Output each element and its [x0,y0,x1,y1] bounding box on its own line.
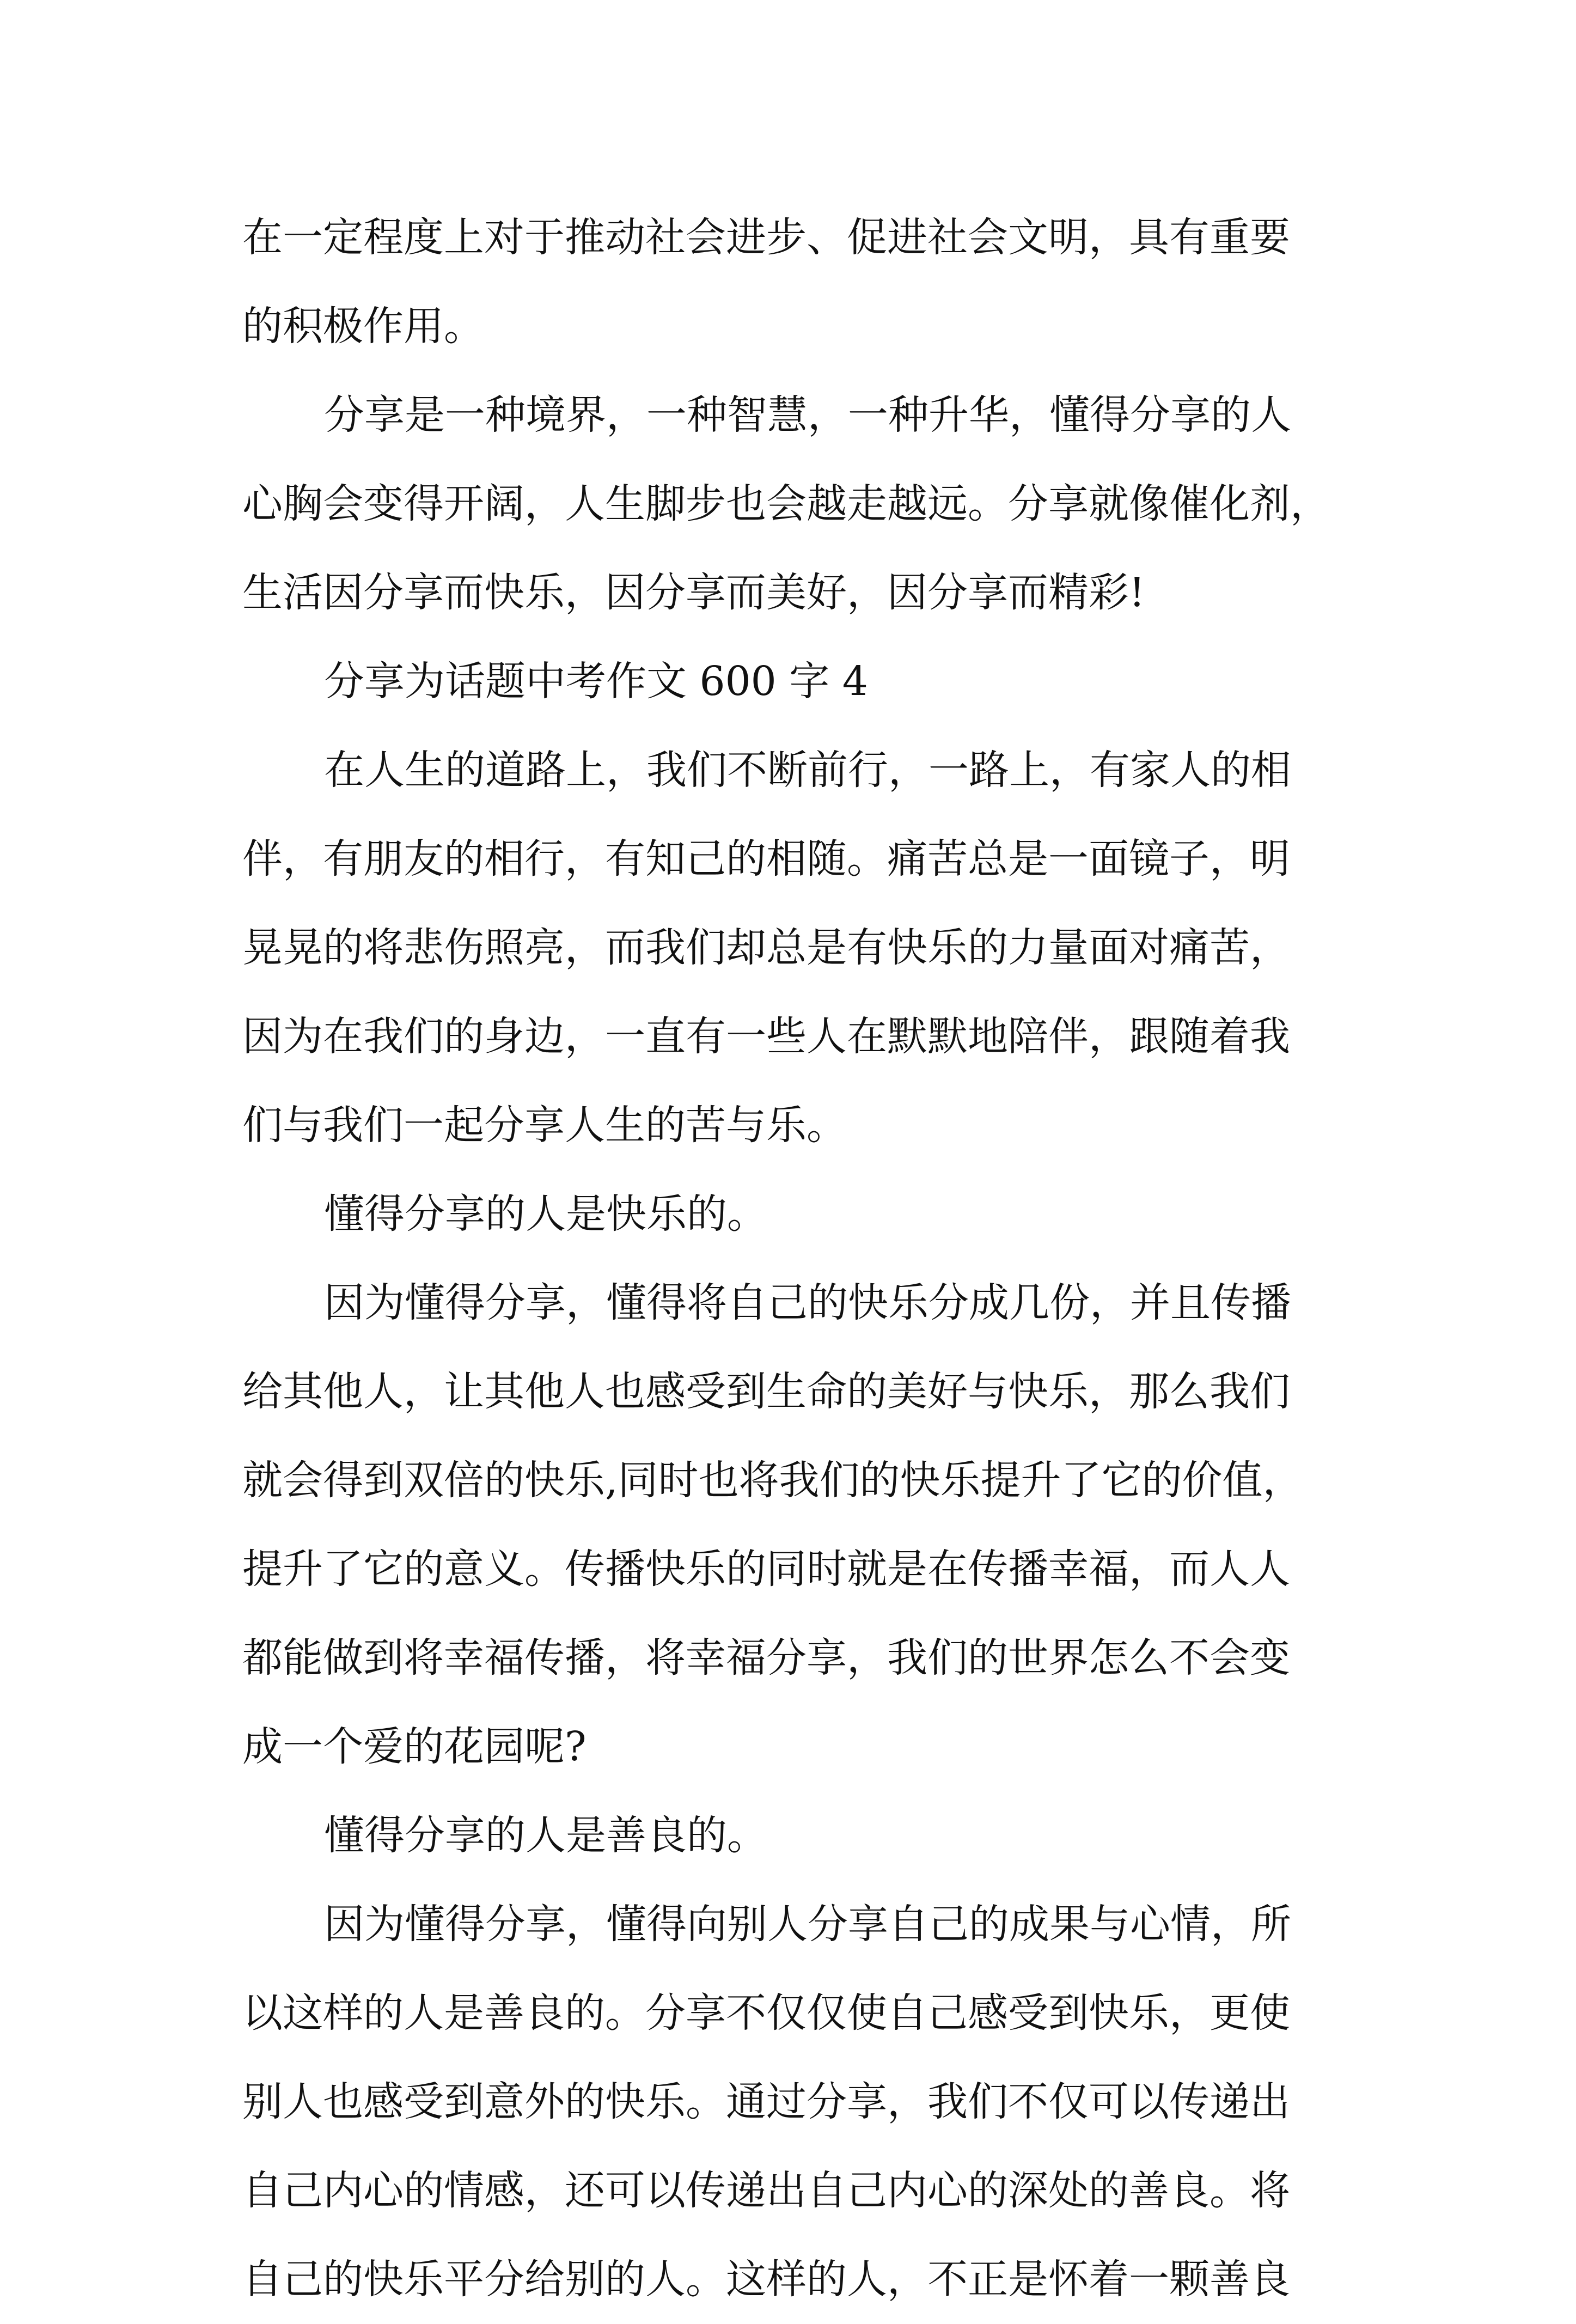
text-line: 就会得到双倍的快乐,同时也将我们的快乐提升了它的价值， [242,1457,1303,1504]
text-line: 们与我们一起分享人生的苦与乐。 [242,1102,847,1149]
paragraph-start-line: 在人生的道路上，我们不断前行，一路上，有家人的相 [324,747,1291,794]
text-line: 别人也感受到意外的快乐。通过分享，我们不仅可以传递出 [242,2078,1290,2125]
text-line: 的积极作用。 [242,303,484,350]
paragraph-start-line: 因为懂得分享，懂得向别人分享自己的成果与心情，所 [324,1901,1291,1948]
text-line: 自己的快乐平分给别的人。这样的人，不正是怀着一颗善良 [242,2256,1290,2303]
paragraph-start-line: 分享是一种境界，一种智慧，一种升华，懂得分享的人 [324,392,1291,438]
text-line: 成一个爱的花园呢? [242,1723,587,1770]
section-heading: 分享为话题中考作文 600 字 4 [324,658,868,705]
paragraph-start-line: 懂得分享的人是善良的。 [324,1812,767,1859]
text-line: 在一定程度上对于推动社会进步、促进社会文明，具有重要 [242,214,1290,261]
document-body [242,193,1348,2324]
text-line: 因为在我们的身边，一直有一些人在默默地陪伴，跟随着我 [242,1013,1290,1060]
paragraph-start-line: 因为懂得分享，懂得将自己的快乐分成几份，并且传播 [324,1279,1291,1326]
text-line: 给其他人，让其他人也感受到生命的美好与快乐，那么我们 [242,1368,1290,1415]
text-line: 心胸会变得开阔，人生脚步也会越走越远。分享就像催化剂， [242,480,1330,527]
text-line: 伴，有朋友的相行，有知己的相随。痛苦总是一面镜子，明 [242,835,1290,882]
text-line: 提升了它的意义。传播快乐的同时就是在传播幸福，而人人 [242,1546,1290,1593]
text-line: 晃晃的将悲伤照亮，而我们却总是有快乐的力量面对痛苦， [242,924,1290,971]
paragraph-start-line: 懂得分享的人是快乐的。 [324,1191,767,1237]
text-line: 生活因分享而快乐，因分享而美好，因分享而精彩! [242,569,1145,616]
text-line: 自己内心的情感，还可以传递出自己内心的深处的善良。将 [242,2167,1290,2214]
text-line: 以这样的人是善良的。分享不仅仅使自己感受到快乐，更使 [242,1990,1290,2036]
text-line: 都能做到将幸福传播，将幸福分享，我们的世界怎么不会变 [242,1634,1290,1681]
